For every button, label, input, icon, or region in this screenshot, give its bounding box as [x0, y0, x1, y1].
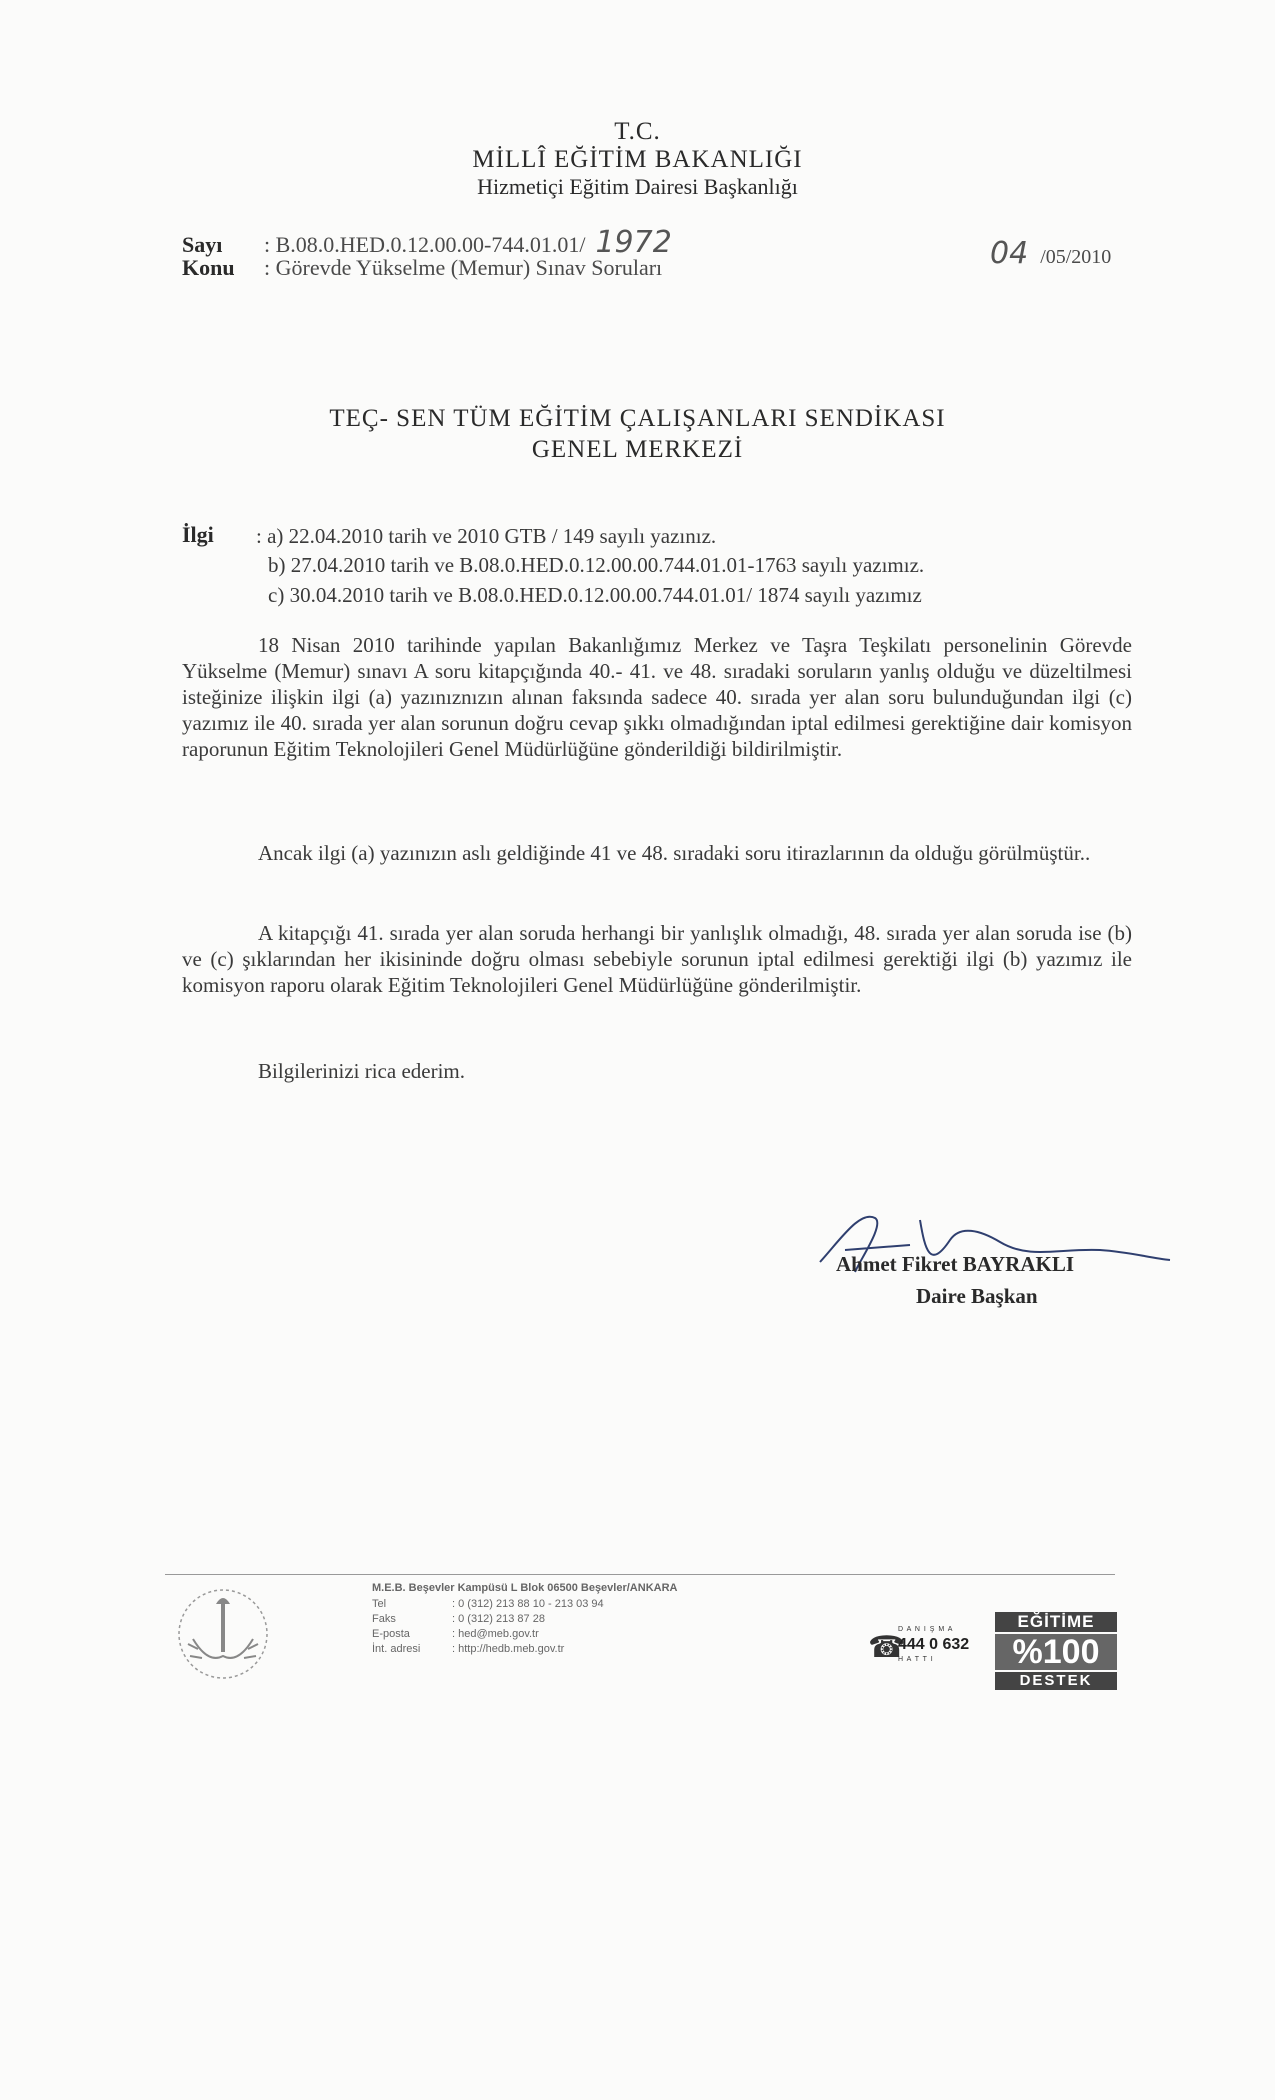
body-paragraph-3 [182, 920, 1132, 998]
sayi-value: : B.08.0.HED.0.12.00.00-744.01.01/ [264, 232, 586, 257]
badge-top: EĞİTİME [995, 1612, 1117, 1632]
body-text-3: A kitapçığı 41. sırada yer alan soruda herhangi bir yanlışlık olmadığı, 48. sırada yer alan soruda ise (b) ve (c) şıklarından her ikisininde doğru olması sebebiyle sorunun iptal edilmesi gerektiği ilgi (b) yazımız ile komisyon raporu olarak Eğitim Teknolojileri Genel Müdürlüğüne gönderilmiştir. [182, 921, 1132, 997]
date [990, 236, 1111, 271]
body-text-2: Ancak ilgi (a) yazınızın aslı geldiğinde 41 ve 48. sıradaki soru itirazlarının da olduğu görülmüştür.. [258, 841, 1091, 865]
addressee-line1: TEÇ- SEN TÜM EĞİTİM ÇALIŞANLARI SENDİKASI [329, 405, 946, 432]
footer-email-value: : hed@meb.gov.tr [452, 1628, 539, 1640]
header-ministry: MİLLÎ EĞİTİM BAKANLIĞI [472, 146, 803, 173]
signature-name: Ahmet Fikret BAYRAKLI [836, 1252, 1075, 1276]
header-tc: T.C. [614, 118, 661, 145]
badge-mid: %100 [995, 1634, 1117, 1670]
phone-icon: ☎ [868, 1631, 906, 1664]
hotline-badge [868, 1626, 978, 1668]
sayi-label: Sayı [182, 232, 223, 257]
ilgi-item-c: c) 30.04.2010 tarih ve B.08.0.HED.0.12.00.00.744.01.01/ 1874 sayılı yazımız [268, 583, 922, 607]
body-text-4: Bilgilerinizi rica ederim. [258, 1059, 466, 1083]
sayi-handwritten: 1972 [595, 225, 672, 260]
header-department: Hizmetiçi Eğitim Dairesi Başkanlığı [477, 174, 798, 199]
body-paragraph-2 [182, 840, 1132, 866]
konu-value: : Görevde Yükselme (Memur) Sınav Soruları [264, 255, 663, 280]
footer-fax-label: Faks [372, 1613, 396, 1625]
ilgi-label: İlgi [182, 522, 214, 547]
footer-web-value: : http://hedb.meb.gov.tr [452, 1643, 565, 1655]
hotline-top: D A N I Ş M A [898, 1626, 954, 1633]
footer-web-label: İnt. adresi [372, 1643, 421, 1655]
footer-tel-value: : 0 (312) 213 88 10 - 213 03 94 [452, 1598, 604, 1610]
badge-bot: DESTEK [995, 1672, 1117, 1690]
footer-tel-label: Tel [372, 1598, 387, 1610]
addressee-line2: GENEL MERKEZİ [531, 436, 744, 463]
support-badge [995, 1612, 1117, 1690]
konu-label: Konu [182, 255, 235, 280]
footer-divider [165, 1574, 1115, 1575]
footer-email-label: E-posta [372, 1628, 410, 1640]
ilgi-item-a: : a) 22.04.2010 tarih ve 2010 GTB / 149 sayılı yazınız. [256, 524, 717, 548]
body-paragraph-1 [182, 632, 1132, 762]
signature-title: Daire Başkan [916, 1284, 1038, 1308]
date-printed: /05/2010 [1040, 246, 1112, 268]
footer-fax-value: : 0 (312) 213 87 28 [452, 1613, 545, 1625]
date-handwritten: 04 [990, 236, 1029, 271]
body-text-1: 18 Nisan 2010 tarihinde yapılan Bakanlığımız Merkez ve Taşra Teşkilatı personelinin Görevde Yükselme (Memur) sınavı A soru kitapçığında 40.- 41. ve 48. sıradaki soruların yanlış olduğu ve düzeltilmesi isteğinize ilişkin ilgi (a) yazınıznızın alınan faksında sadece 40. sırada yer alan soru bulunduğundan ilgi (c) yazımız ile 40. sırada yer alan sorunun doğru cevap şıkkı olmadığından iptal edilmesi gerektiğine dair komisyon raporunun Eğitim Teknolojileri Genel Müdürlüğüne gönderildiği bildirilmiştir. [182, 633, 1132, 761]
ilgi-item-b: b) 27.04.2010 tarih ve B.08.0.HED.0.12.00.00.744.01.01-1763 sayılı yazımız. [268, 553, 925, 577]
footer-address: M.E.B. Beşevler Kampüsü L Blok 06500 Beşevler/ANKARA [372, 1582, 678, 1594]
konu-row [182, 255, 662, 281]
hotline-bottom: H A T T I [898, 1656, 934, 1663]
body-paragraph-4 [182, 1058, 1132, 1084]
hotline-number: 444 0 632 [898, 1636, 970, 1653]
meb-logo-icon [168, 1584, 278, 1684]
